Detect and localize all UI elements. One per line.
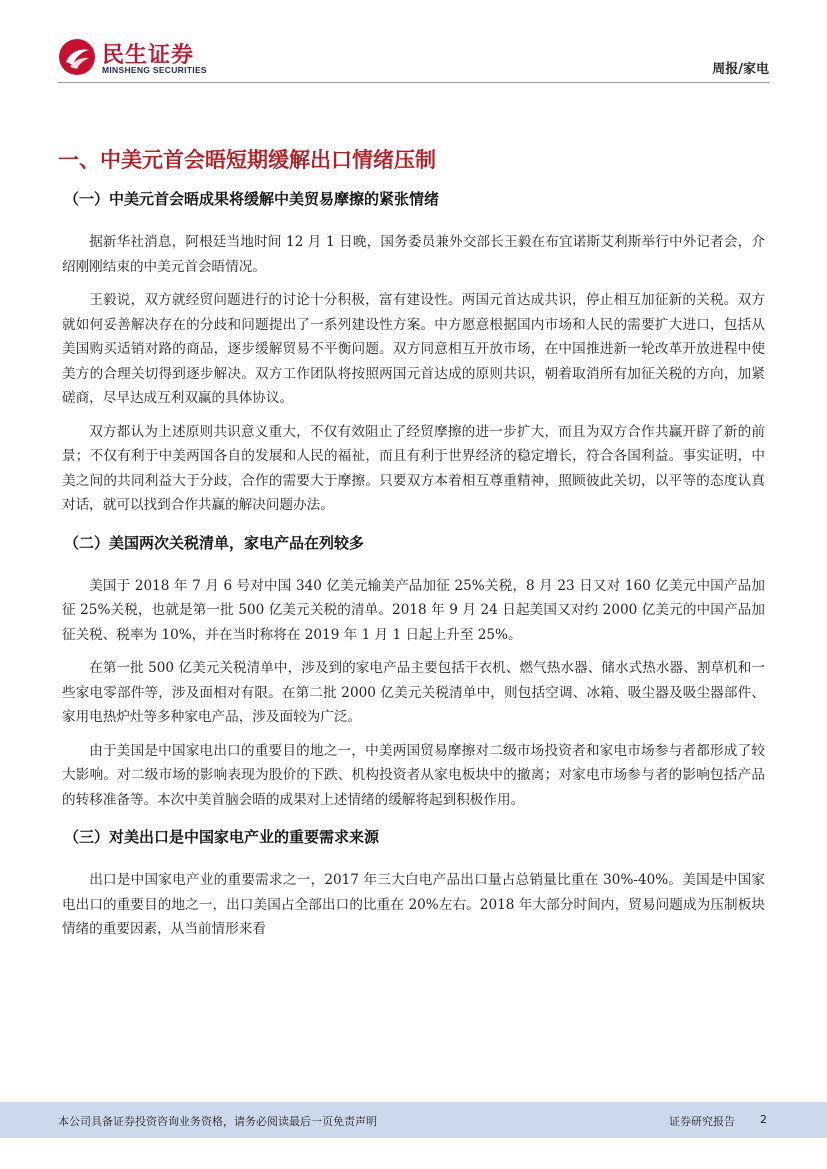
subsection-title-2: （二）美国两次关税清单，家电产品在列较多 [64,533,365,552]
report-type-label: 周报/家电 [712,62,769,77]
paragraph: 双方都认为上述原则共识意义重大，不仅有效阻止了经贸摩擦的进一步扩大，而且为双方合作共赢开辟了新的前景；不仅有利于中美两国各自的发展和人民的福祉，而且有利于世界经济的稳定增长，符合各国利益。事实证明，中美之间的共同利益大于分歧，合作的需要大于摩擦。只要双方本着相互尊重精神，照顾彼此关切，以平等的态度认真对话，就可以找到合作共赢的解决问题办法。 [62,423,765,513]
paragraph: 由于美国是中国家电出口的重要目的地之一，中美两国贸易摩擦对二级市场投资者和家电市场参与者都形成了较大影响。对二级市场的影响表现为股价的下跌、机构投资者从家电板块中的撤离；对家电市场参与者的影响包括产品的转移准备等。本次中美首脑会晤的成果对上述情绪的缓解将起到积极作用。 [62,742,765,808]
subsection-title-1: （一）中美元首会晤成果将缓解中美贸易摩擦的紧张情绪 [64,190,440,208]
page-number: 2 [760,1113,767,1126]
paragraph: 美国于 2018 年 7 月 6 号对中国 340 亿美元输美产品加征 25%关税，8 月 23 日又对 160 亿美元中国产品加征 25%关税，也就是第一批 500 亿美元关税的清单。2018 年 9 月 24 日起美国又对约 2000 亿美元的中国产品加征关税、税率为 10%，并在当时称将在 2019 年 1 月 1 日起上升至 25%。 [62,577,765,643]
subsection-title-3: （三）对美出口是中国家电产业的重要需求来源 [64,828,380,846]
page-footer [0,1102,827,1138]
logo-english-name: MINSHENG SECURITIES [102,65,207,75]
header-divider [58,82,769,83]
paragraph: 王毅说，双方就经贸问题进行的讨论十分积极，富有建设性。两国元首达成共识，停止相互加征新的关税。双方就如何妥善解决存在的分歧和问题提出了一系列建设性方案。中方愿意根据国内市场和人民的需要扩大进口，包括从美国购买适销对路的商品，逐步缓解贸易不平衡问题。双方同意相互开放市场，在中国推进新一轮改革开放进程中使美方的合理关切得到逐步解决。双方工作团队将按照两国元首达成的原则共识，朝着取消所有加征关税的方向，加紧磋商，尽早达成互利双赢的具体协议。 [62,292,765,406]
footer-disclaimer: 本公司具备证券投资咨询业务资格，请务必阅读最后一页免责声明 [58,1115,377,1128]
page-header [0,0,827,90]
minsheng-logo [58,38,218,78]
logo-chinese-name: 民生证券 [102,43,195,68]
paragraph: 出口是中国家电产业的重要需求之一，2017 年三大白电产品出口量占总销量比重在 30%-40%。美国是中国家电出口的重要目的地之一，出口美国占全部出口的比重在 20%左右。2018 年大部分时间内，贸易问题成为压制板块情绪的重要因素，从当前情形来看 [62,872,765,937]
main-content [58,140,769,942]
section-title: 一、中美元首会晤短期缓解出口情绪压制 [58,148,436,172]
paragraph: 据新华社消息，阿根廷当地时间 12 月 1 日晚，国务委员兼外交部长王毅在布宜诺斯艾利斯举行中外记者会，介绍刚刚结束的中美元首会晤情况。 [62,234,765,275]
paragraph: 在第一批 500 亿美元关税清单中，涉及到的家电产品主要包括干衣机、燃气热水器、储水式热水器、割草机和一些家电零部件等，涉及面相对有限。在第二批 2000 亿美元关税清单中，则包括空调、冰箱、吸尘器及吸尘器部件、家用电热炉灶等多种家电产品，涉及面较为广泛。 [62,660,765,725]
minsheng-logo-icon [58,38,96,76]
footer-report-label: 证券研究报告 [669,1115,735,1128]
